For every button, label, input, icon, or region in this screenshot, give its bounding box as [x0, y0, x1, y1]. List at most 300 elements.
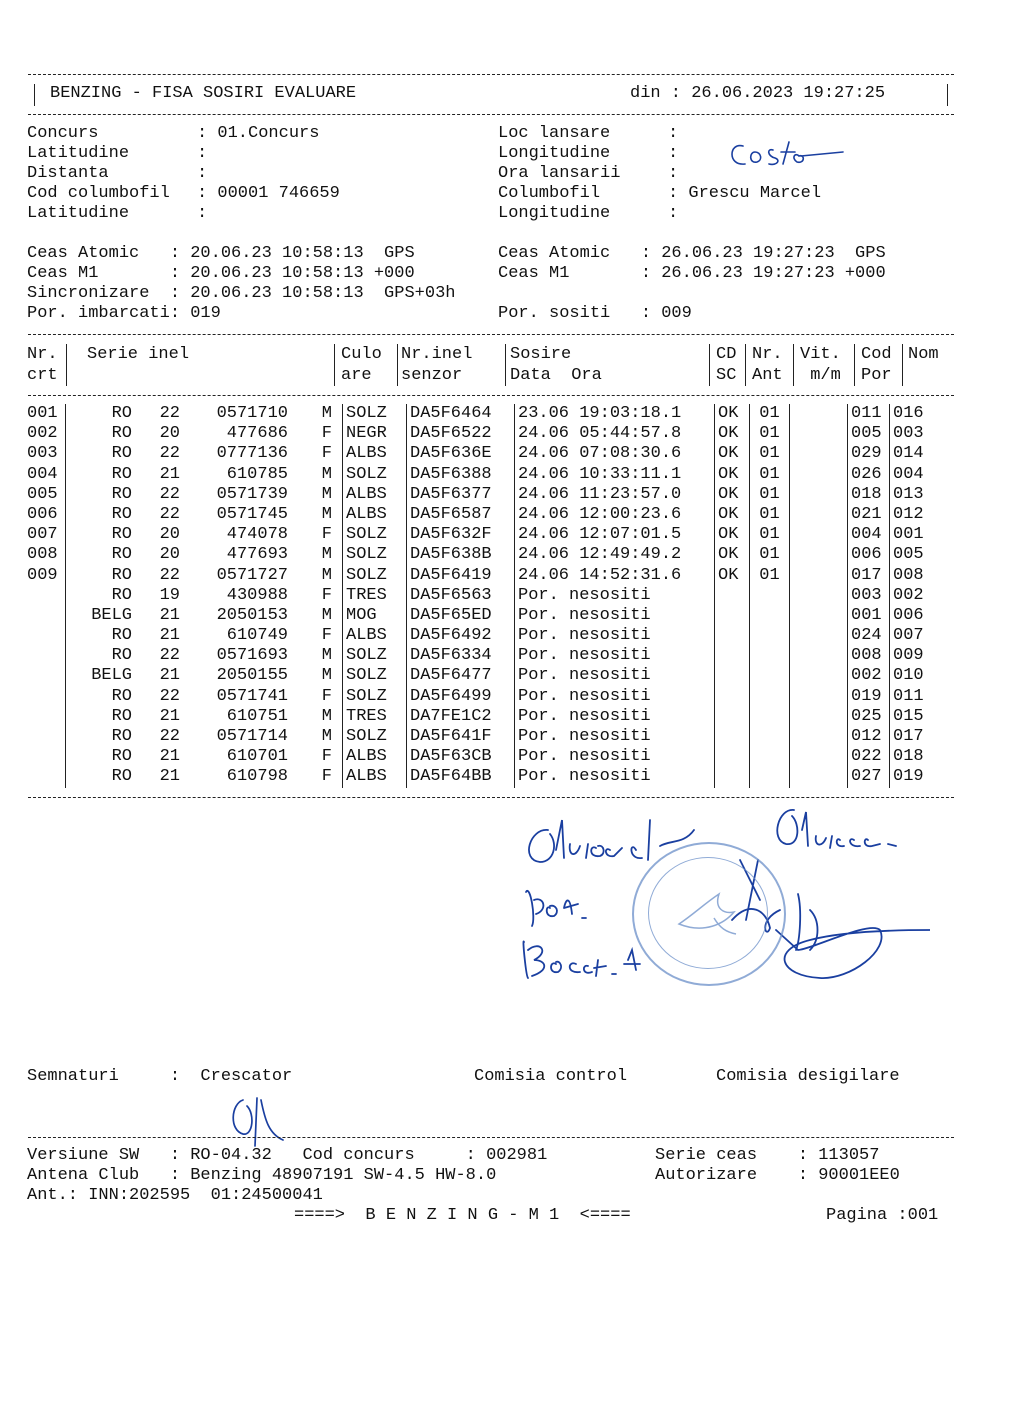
cell-sex: M [321, 666, 332, 686]
cell-inel: 0777136 [216, 444, 288, 464]
cell-tara: RO [111, 525, 132, 545]
cell-inel: 0571714 [216, 727, 288, 746]
cell-culoare: ALBS [343, 626, 407, 646]
cell-serie [66, 485, 343, 505]
cell-an: 22 [159, 484, 180, 504]
cell-por: 019 [848, 687, 890, 707]
cell-sosire: Por. nesositi [515, 606, 715, 626]
value-longitudine: : [668, 144, 679, 163]
cell-ant: 01 [750, 424, 790, 444]
cell-vit [790, 606, 848, 626]
cell-por: 003 [848, 586, 890, 606]
cell-por: 004 [848, 525, 890, 545]
label-longitudine-2: Longitudine [498, 204, 611, 223]
cell-inel: 0571739 [216, 484, 288, 504]
cell-culoare: SOLZ [343, 545, 407, 565]
cell-sex: F [321, 444, 332, 464]
cell-serie [66, 465, 343, 485]
cell-sex: M [321, 605, 332, 625]
cell-serie [66, 707, 343, 727]
table-row [27, 505, 941, 525]
clock-start-m1: Ceas M1 : 20.06.23 10:58:13 +000 [27, 264, 415, 283]
cell-serie [66, 586, 343, 606]
cell-nr [27, 727, 66, 747]
cell-sex: F [321, 424, 332, 444]
cell-por: 008 [848, 646, 890, 666]
col-header-culoare: Culo are [341, 345, 382, 385]
cell-sosire: 24.06 07:08:30.6 [515, 444, 715, 464]
cell-por: 011 [848, 404, 890, 424]
cell-ant [750, 606, 790, 626]
cell-cd: OK [715, 485, 750, 505]
cell-nom: 011 [893, 686, 924, 706]
cell-inel: 610798 [226, 767, 288, 787]
table-row [27, 606, 941, 626]
cell-nom: 012 [893, 504, 924, 524]
cell-por: 022 [848, 747, 890, 767]
cell-inel: 0571693 [216, 646, 288, 666]
cell-serie [66, 606, 343, 626]
cell-vit [790, 404, 848, 424]
cell-cd: OK [715, 566, 750, 586]
cell-por: 026 [848, 465, 890, 485]
cell-senzor: DA5F6492 [407, 626, 515, 646]
label-longitudine: Longitudine [498, 144, 611, 163]
cell-inel: 610785 [226, 464, 288, 484]
header-separator [505, 344, 506, 386]
cell-vit [790, 687, 848, 707]
cell-inel: 0571741 [216, 686, 288, 706]
cell-ant [750, 626, 790, 646]
cell-cd [715, 747, 750, 767]
cell-nom: 008 [893, 565, 924, 585]
cell-tara: RO [111, 727, 132, 746]
cell-nom: 015 [893, 706, 924, 726]
cell-ant [750, 767, 790, 787]
cell-nr: 007 [27, 525, 58, 545]
cell-cd: OK [715, 505, 750, 525]
cell-sosire: 24.06 12:49:49.2 [515, 545, 715, 565]
cell-ant [750, 727, 790, 747]
header-separator [745, 344, 746, 386]
cell-culoare: SOLZ [343, 646, 407, 666]
label-semnaturi: Semnaturi : Crescator [27, 1067, 293, 1086]
cell-serie [66, 505, 343, 525]
cell-cd: OK [715, 424, 750, 444]
cell-senzor: DA5F6522 [407, 424, 515, 444]
handwritten-loc-signature [725, 134, 855, 174]
cell-sosire: Por. nesositi [515, 626, 715, 646]
cell-inel: 430988 [226, 585, 288, 605]
cell-nr [27, 626, 66, 646]
cell-culoare: SOLZ [343, 727, 407, 747]
value-ora-lansarii: : [668, 164, 679, 183]
clock-end-m1: Ceas M1 : 26.06.23 19:27:23 +000 [498, 264, 886, 283]
footer-line-1-left: Versiune SW : RO-04.32 Cod concurs : 002981 [27, 1146, 548, 1165]
cell-nom: 013 [893, 484, 924, 504]
cell-por: 027 [848, 767, 890, 787]
table-row [27, 566, 941, 586]
cell-an: 21 [159, 464, 180, 484]
cell-sex: M [321, 484, 332, 504]
cell-senzor: DA5F6499 [407, 687, 515, 707]
cell-ant [750, 666, 790, 686]
cell-por: 029 [848, 444, 890, 464]
cell-serie [66, 666, 343, 686]
label-comisia-control: Comisia control [474, 1067, 628, 1086]
cell-nom: 003 [893, 424, 924, 444]
cell-culoare: SOLZ [343, 566, 407, 586]
cell-serie [66, 646, 343, 666]
title-box-right-border [947, 84, 948, 106]
cell-an: 20 [159, 545, 180, 565]
table-row [27, 465, 941, 485]
cell-cd: OK [715, 545, 750, 565]
cell-sosire: Por. nesositi [515, 646, 715, 666]
cell-tara: RO [111, 706, 132, 726]
table-row [27, 687, 941, 707]
cell-senzor: DA5F63CB [407, 747, 515, 767]
cell-cd: OK [715, 525, 750, 545]
cell-sosire: Por. nesositi [515, 666, 715, 686]
cell-por: 006 [848, 545, 890, 565]
cell-ant: 01 [750, 566, 790, 586]
cell-ant: 01 [750, 545, 790, 565]
header-separator [854, 344, 855, 386]
value-latitudine-2: : [197, 204, 208, 223]
table-row [27, 545, 941, 565]
cell-an: 22 [159, 504, 180, 524]
table-row [27, 646, 941, 666]
cell-nom: 018 [893, 747, 924, 767]
col-header-ant: Nr. Ant [752, 345, 783, 385]
cell-cd [715, 666, 750, 686]
cell-vit [790, 586, 848, 606]
cell-sex: M [321, 706, 332, 726]
cell-vit [790, 525, 848, 545]
cell-tara: RO [111, 424, 132, 444]
header-separator [902, 344, 903, 386]
cell-nr [27, 767, 66, 787]
cell-nom: 001 [893, 525, 924, 545]
cell-nr [27, 646, 66, 666]
header-separator [334, 344, 335, 386]
cell-vit [790, 666, 848, 686]
cell-an: 19 [159, 585, 180, 605]
label-concurs: Concurs [27, 124, 99, 143]
table-row [27, 485, 941, 505]
cell-nr: 002 [27, 424, 58, 444]
cell-sosire: 24.06 14:52:31.6 [515, 566, 715, 586]
value-distanta: : [197, 164, 208, 183]
cell-nom: 007 [893, 626, 924, 646]
label-columbofil: Columbofil [498, 184, 601, 203]
value-latitudine: : [197, 144, 208, 163]
cell-senzor: DA5F6464 [407, 404, 515, 424]
table-row [27, 767, 941, 787]
cell-an: 21 [159, 605, 180, 625]
cell-senzor: DA5F6334 [407, 646, 515, 666]
cell-por: 012 [848, 727, 890, 747]
table-row [27, 404, 941, 424]
cell-an: 21 [159, 626, 180, 646]
cell-ant: 01 [750, 404, 790, 424]
cell-nom: 019 [893, 767, 924, 787]
cell-vit [790, 747, 848, 767]
cell-sex: F [321, 767, 332, 787]
value-longitudine-2: : [668, 204, 679, 223]
pigeons-arrived: Por. sositi : 009 [498, 304, 692, 323]
cell-senzor: DA5F632F [407, 525, 515, 545]
clock-start-atomic: Ceas Atomic : 20.06.23 10:58:13 GPS [27, 244, 415, 263]
footer-line-2-left: Antena Club : Benzing 48907191 SW-4.5 HW-8.0 [27, 1166, 497, 1185]
cell-vit [790, 545, 848, 565]
title-box-left-border [34, 84, 35, 106]
cell-ant: 01 [750, 485, 790, 505]
cell-serie [66, 767, 343, 787]
cell-culoare: SOLZ [343, 525, 407, 545]
cell-sex: F [321, 525, 332, 545]
cell-por: 021 [848, 505, 890, 525]
cell-sosire: 24.06 11:23:57.0 [515, 485, 715, 505]
cell-senzor: DA5F65ED [407, 606, 515, 626]
cell-nr: 008 [27, 545, 58, 565]
footer-banner: ====> B E N Z I N G - M 1 <==== [294, 1206, 631, 1225]
cell-sex: F [321, 747, 332, 767]
cell-inel: 0571745 [216, 504, 288, 524]
cell-inel: 610749 [226, 626, 288, 646]
cell-nr [27, 747, 66, 767]
cell-tara: RO [111, 686, 132, 706]
cell-inel: 474078 [226, 525, 288, 545]
header-separator [397, 344, 398, 386]
cell-cd [715, 606, 750, 626]
club-stamp [632, 842, 786, 986]
cell-culoare: MOG [343, 606, 407, 626]
cell-cd [715, 767, 750, 787]
cell-tara: RO [111, 484, 132, 504]
table-row [27, 666, 941, 686]
cell-vit [790, 646, 848, 666]
cell-nom: 014 [893, 444, 924, 464]
cell-nom: 010 [893, 666, 924, 686]
cell-tara: RO [111, 504, 132, 524]
cell-tara: RO [111, 444, 132, 464]
cell-por: 025 [848, 707, 890, 727]
cell-inel: 2050153 [216, 605, 288, 625]
cell-nr: 001 [27, 404, 58, 423]
label-loc-lansare: Loc lansare [498, 124, 611, 143]
cell-sex: M [321, 646, 332, 666]
cell-serie [66, 424, 343, 444]
table-row [27, 707, 941, 727]
cell-ant: 01 [750, 525, 790, 545]
cell-tara: RO [111, 646, 132, 666]
col-header-serie: Serie inel [87, 345, 190, 364]
cell-nom: 005 [893, 545, 924, 565]
clock-end-atomic: Ceas Atomic : 26.06.23 19:27:23 GPS [498, 244, 886, 263]
col-header-nom: Nom [908, 345, 939, 364]
table-row [27, 727, 941, 747]
cell-cd [715, 707, 750, 727]
cell-cd: OK [715, 465, 750, 485]
cell-sosire: Por. nesositi [515, 586, 715, 606]
cell-cd: OK [715, 404, 750, 424]
cell-an: 22 [159, 404, 180, 423]
cell-inel: 477693 [226, 545, 288, 565]
footer-top-border [28, 1137, 954, 1138]
cell-serie [66, 404, 343, 424]
value-columbofil: : Grescu Marcel [668, 184, 822, 203]
cell-cd [715, 687, 750, 707]
cell-sex: M [321, 545, 332, 565]
cell-tara: BELG [91, 666, 132, 686]
cell-serie [66, 687, 343, 707]
cell-sex: M [321, 404, 332, 423]
label-cod-columbofil: Cod columbofil [27, 184, 170, 203]
cell-por: 002 [848, 666, 890, 686]
cell-nr [27, 666, 66, 686]
cell-an: 22 [159, 444, 180, 464]
cell-culoare: ALBS [343, 485, 407, 505]
cell-vit [790, 485, 848, 505]
cell-an: 20 [159, 424, 180, 444]
clock-sync: Sincronizare : 20.06.23 10:58:13 GPS+03h [27, 284, 456, 303]
page-number: Pagina :001 [826, 1206, 939, 1225]
label-latitudine: Latitudine [27, 144, 130, 163]
cell-ant [750, 707, 790, 727]
cell-sex: M [321, 464, 332, 484]
cell-senzor: DA5F638B [407, 545, 515, 565]
table-bottom-border [28, 797, 954, 798]
title-box-bottom-border [28, 114, 954, 115]
cell-cd [715, 586, 750, 606]
col-header-sosire: Sosire Data Ora [510, 345, 602, 385]
cell-inel: 2050155 [216, 666, 288, 686]
table-top-border [28, 334, 954, 335]
cell-sex: M [321, 504, 332, 524]
cell-ant [750, 687, 790, 707]
cell-culoare: SOLZ [343, 404, 407, 424]
cell-sosire: Por. nesositi [515, 747, 715, 767]
cell-an: 22 [159, 686, 180, 706]
cell-sex: M [321, 727, 332, 746]
cell-serie [66, 727, 343, 747]
cell-vit [790, 707, 848, 727]
cell-culoare: ALBS [343, 767, 407, 787]
cell-por: 001 [848, 606, 890, 626]
cell-senzor: DA5F6563 [407, 586, 515, 606]
cell-culoare: SOLZ [343, 465, 407, 485]
cell-por: 017 [848, 566, 890, 586]
cell-nom: 006 [893, 605, 924, 625]
cell-culoare: ALBS [343, 747, 407, 767]
cell-sex: F [321, 686, 332, 706]
value-concurs: : 01.Concurs [197, 124, 320, 143]
cell-tara: RO [111, 545, 132, 565]
label-distanta: Distanta [27, 164, 109, 183]
cell-vit [790, 727, 848, 747]
cell-an: 20 [159, 525, 180, 545]
cell-ant: 01 [750, 505, 790, 525]
footer-line-2-right: Autorizare : 90001EE0 [655, 1166, 900, 1185]
cell-culoare: SOLZ [343, 687, 407, 707]
cell-vit [790, 505, 848, 525]
cell-senzor: DA5F641F [407, 727, 515, 747]
cell-cd [715, 626, 750, 646]
cell-ant [750, 747, 790, 767]
table-row [27, 747, 941, 767]
cell-ant: 01 [750, 465, 790, 485]
cell-serie [66, 747, 343, 767]
cell-inel: 610751 [226, 706, 288, 726]
cell-culoare: ALBS [343, 505, 407, 525]
cell-tara: BELG [91, 605, 132, 625]
cell-por: 005 [848, 424, 890, 444]
report-title: BENZING - FISA SOSIRI EVALUARE [50, 84, 357, 103]
cell-nr [27, 707, 66, 727]
cell-nr: 006 [27, 504, 58, 524]
label-latitudine-2: Latitudine [27, 204, 130, 223]
table-row [27, 586, 941, 606]
header-separator [66, 344, 67, 386]
cell-nr: 005 [27, 484, 58, 504]
cell-serie [66, 545, 343, 565]
col-header-vit: Vit. m/m [800, 345, 841, 385]
header-separator [709, 344, 710, 386]
cell-culoare: TRES [343, 586, 407, 606]
value-loc-lansare: : [668, 124, 679, 143]
cell-vit [790, 626, 848, 646]
col-header-por: Cod Por [861, 345, 892, 385]
cell-nr: 003 [27, 444, 58, 464]
cell-sosire: 24.06 05:44:57.8 [515, 424, 715, 444]
cell-senzor: DA5F64BB [407, 767, 515, 787]
cell-inel: 0571710 [216, 404, 288, 423]
label-ora-lansarii: Ora lansarii [498, 164, 621, 183]
cell-inel: 610701 [226, 747, 288, 767]
cell-senzor: DA5F6388 [407, 465, 515, 485]
cell-vit [790, 767, 848, 787]
cell-inel: 477686 [226, 424, 288, 444]
cell-an: 22 [159, 565, 180, 585]
cell-cd [715, 646, 750, 666]
table-row [27, 444, 941, 464]
cell-an: 21 [159, 767, 180, 787]
header-separator [793, 344, 794, 386]
cell-sex: M [321, 565, 332, 585]
cell-culoare: NEGR [343, 424, 407, 444]
col-header-nr: Nr. crt [27, 345, 58, 385]
cell-nom: 016 [893, 404, 924, 423]
cell-nr [27, 606, 66, 626]
pigeons-embarked: Por. imbarcati: 019 [27, 304, 221, 323]
col-header-nrinel: Nr.inel senzor [401, 345, 473, 385]
cell-nr: 009 [27, 565, 58, 585]
table-row [27, 626, 941, 646]
cell-senzor: DA5F636E [407, 444, 515, 464]
cell-tara: RO [111, 767, 132, 787]
cell-por: 018 [848, 485, 890, 505]
title-box-top-border [28, 74, 954, 75]
cell-senzor: DA5F6477 [407, 666, 515, 686]
cell-sosire: Por. nesositi [515, 727, 715, 747]
cell-an: 22 [159, 727, 180, 746]
cell-nom: 009 [893, 646, 924, 666]
dove-emblem-icon [674, 884, 744, 944]
cell-nom: 004 [893, 464, 924, 484]
footer-line-3: Ant.: INN:202595 01:24500041 [27, 1186, 323, 1205]
